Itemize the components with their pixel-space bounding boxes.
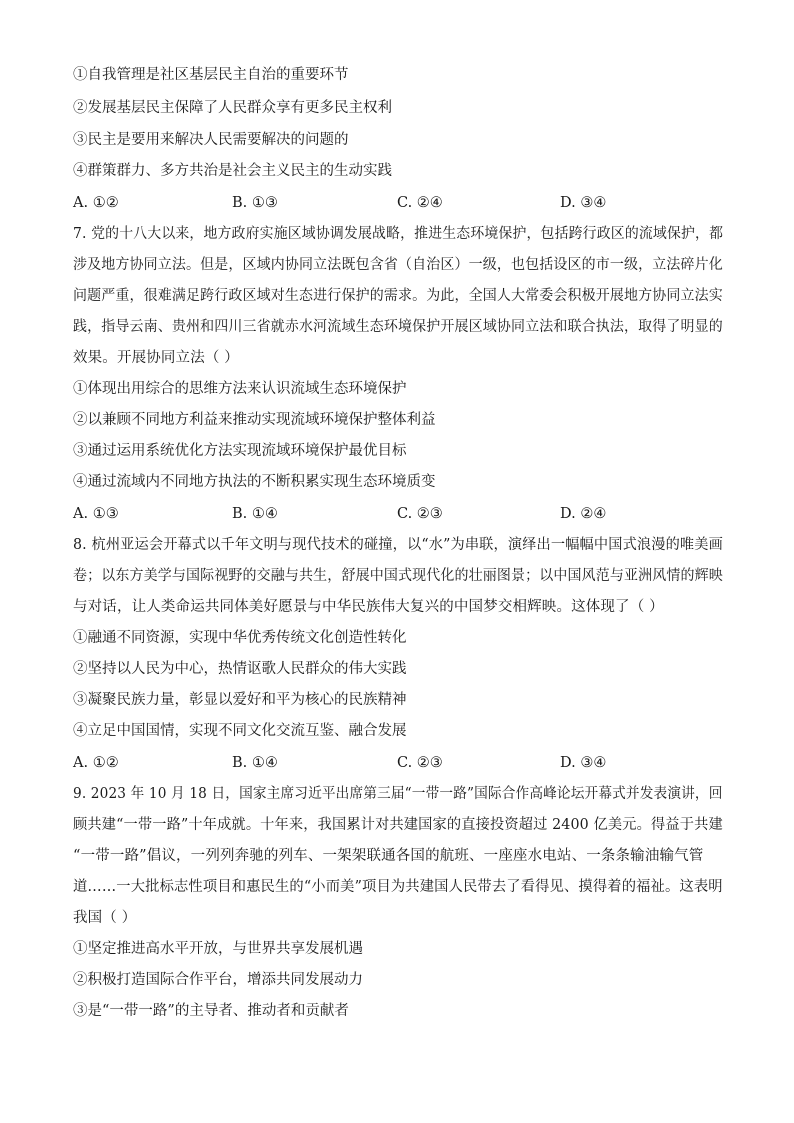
answer-options: [73, 753, 723, 773]
statement-line: ③民主是要用来解决人民需要解决的问题的: [73, 132, 349, 148]
answer-options: [73, 504, 723, 524]
option-b: B. ①④: [232, 755, 278, 771]
question-8-stem: 与对话，让人类命运共同体美好愿景与中华民族伟大复兴的中国梦交相辉映。这体现了（ ）: [73, 599, 664, 615]
statement-line: ①融通不同资源，实现中华优秀传统文化创造性转化: [73, 630, 407, 646]
question-7-stem: 效果。开展协同立法（ ）: [73, 350, 239, 366]
option-c: C. ②③: [397, 506, 443, 522]
option-a: A. ①③: [73, 506, 119, 522]
option-c: C. ②④: [397, 195, 443, 211]
statement-line: ②以兼顾不同地方利益来推动实现流域环境保护整体利益: [73, 412, 436, 428]
statement-line: ③是“一带一路”的主导者、推动者和贡献者: [73, 1003, 349, 1019]
statement-line: ①坚定推进高水平开放，与世界共享发展机遇: [73, 941, 363, 957]
statement-line: ①体现出用综合的思维方法来认识流域生态环境保护: [73, 381, 407, 397]
statement-line: ②发展基层民主保障了人民群众享有更多民主权利: [73, 100, 392, 116]
question-9-stem: 我国（ ）: [73, 910, 137, 926]
question-8-stem: 卷；以东方美学与国际视野的交融与共生，舒展中国式现代化的壮丽图景；以中国风范与亚洲风情的辉映: [73, 568, 723, 584]
statement-line: ②坚持以人民为中心，热情讴歌人民群众的伟大实践: [73, 661, 407, 677]
option-a: A. ①②: [73, 195, 119, 211]
answer-options: [73, 193, 723, 213]
statement-line: ④通过流域内不同地方执法的不断积累实现生态环境质变: [73, 474, 436, 490]
question-8-stem: 8. 杭州亚运会开幕式以千年文明与现代技术的碰撞，以“水”为串联，演绎出一幅幅中国式浪漫的唯美画: [73, 537, 723, 553]
option-c: C. ②③: [397, 755, 443, 771]
statement-line: ①自我管理是社区基层民主自治的重要环节: [73, 67, 349, 83]
option-a: A. ①②: [73, 755, 119, 771]
option-d: D. ③④: [560, 195, 607, 211]
question-9-stem: “一带一路”倡议，一列列奔驰的列车、一架架联通各国的航班、一座座水电站、一条条输油输气管: [73, 848, 704, 864]
statement-line: ③凝聚民族力量，彰显以爱好和平为核心的民族精神: [73, 692, 407, 708]
question-9-stem: 顾共建“一带一路”十年成就。十年来，我国累计对共建国家的直接投资超过 2400 亿美元。得益于共建: [73, 817, 723, 833]
statement-line: ④群策群力、多方共治是社会主义民主的生动实践: [73, 163, 392, 179]
option-d: D. ③④: [560, 755, 607, 771]
question-7-stem: 践，指导云南、贵州和四川三省就赤水河流域生态环境保护开展区域协同立法和联合执法，取得了明显的: [73, 319, 723, 335]
question-7-stem: 7. 党的十八大以来，地方政府实施区域协调发展战略，推进生态环境保护，包括跨行政区的流域保护，都: [73, 226, 724, 242]
option-b: B. ①③: [232, 195, 278, 211]
question-9-stem: 道……一大批标志性项目和惠民生的“小而美”项目为共建国人民带去了看得见、摸得着的福祉。这表明: [73, 879, 723, 895]
question-7-stem: 涉及地方协同立法。但是，区域内协同立法既包含省（自治区）一级，也包括设区的市一级，立法碎片化: [73, 257, 723, 273]
question-7-stem: 问题严重，很难满足跨行政区域对生态进行保护的需求。为此，全国人大常委会积极开展地方协同立法实: [73, 288, 723, 304]
statement-line: ④立足中国国情，实现不同文化交流互鉴、融合发展: [73, 723, 407, 739]
option-b: B. ①④: [232, 506, 278, 522]
option-d: D. ②④: [560, 506, 607, 522]
statement-line: ③通过运用系统优化方法实现流域环境保护最优目标: [73, 443, 407, 459]
question-9-stem: 9. 2023 年 10 月 18 日，国家主席习近平出席第三届“一带一路”国际合作高峰论坛开幕式并发表演讲，回: [73, 786, 723, 802]
statement-line: ②积极打造国际合作平台，增添共同发展动力: [73, 972, 363, 988]
